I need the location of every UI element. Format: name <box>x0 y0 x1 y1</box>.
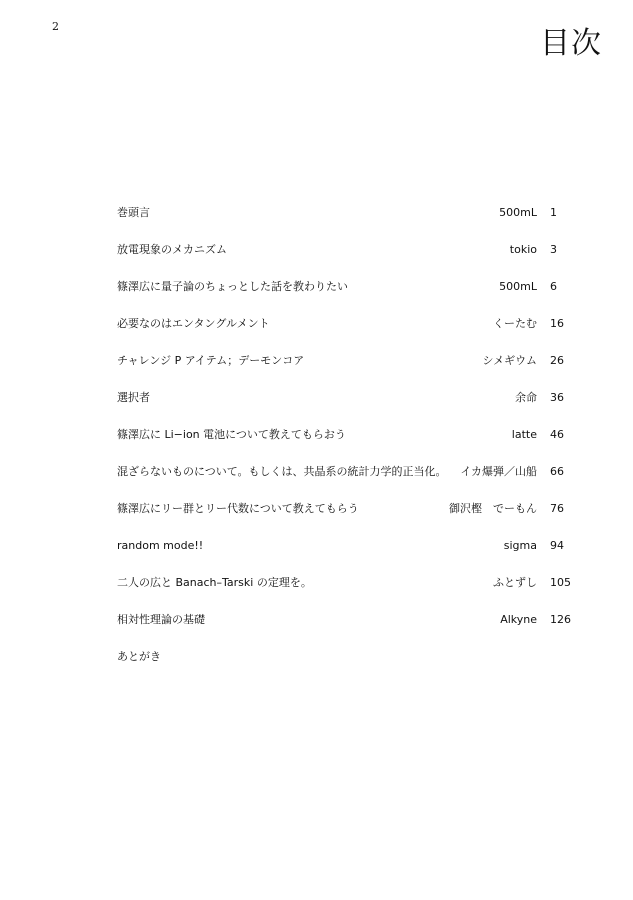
toc-page-number: 6 <box>550 280 557 293</box>
toc-chapter-title: 選択者 <box>117 391 150 404</box>
toc-author: 500mL <box>499 280 537 293</box>
toc-chapter-title: 篠澤広に量子論のちょっとした話を教わりたい <box>117 280 348 293</box>
toc-page-number: 105 <box>550 576 571 589</box>
toc-page-number: 26 <box>550 354 564 367</box>
toc-author: tokio <box>509 243 537 256</box>
toc-author: イカ爆弾／山船 <box>460 465 537 478</box>
toc-page-number: 36 <box>550 391 564 404</box>
toc-chapter-title: 篠澤広にリー群とリー代数について教えてもらう <box>117 502 359 515</box>
toc-entry[interactable] <box>117 240 577 277</box>
toc-entry[interactable] <box>117 425 577 462</box>
toc-entry[interactable] <box>117 388 577 425</box>
toc-entry[interactable] <box>117 536 577 573</box>
toc-author: シメギウム <box>482 354 537 367</box>
toc-entry[interactable] <box>117 573 577 610</box>
toc-title: 目次 <box>540 26 602 61</box>
toc-entry[interactable] <box>117 203 577 240</box>
toc-chapter-title: あとがき <box>117 650 161 663</box>
toc-entry[interactable] <box>117 351 577 388</box>
toc-author: 御沢樫 でーもん <box>449 502 537 515</box>
toc-author: latte <box>511 428 537 441</box>
toc-page-number: 1 <box>550 206 557 219</box>
toc-chapter-title: 必要なのはエンタングルメント <box>117 317 270 330</box>
toc-author: sigma <box>503 539 537 552</box>
toc-chapter-title: 混ざらないものについて。もしくは、共晶系の統計力学的正当化。 <box>117 465 447 478</box>
toc-chapter-title: random mode!! <box>117 539 204 552</box>
toc-author: ふとずし <box>493 576 537 589</box>
toc-entry[interactable] <box>117 277 577 314</box>
toc-page-number: 94 <box>550 539 564 552</box>
toc-chapter-title: チャレンジ P アイテム；デーモンコア <box>117 354 305 367</box>
toc-entry[interactable] <box>117 462 577 499</box>
toc-chapter-title: 巻頭言 <box>117 206 150 219</box>
table-of-contents <box>117 203 577 684</box>
toc-entry[interactable] <box>117 610 577 647</box>
page-number: 2 <box>52 20 59 33</box>
toc-page-number: 46 <box>550 428 564 441</box>
toc-chapter-title: 二人の広と Banach–Tarski の定理を。 <box>117 576 312 589</box>
toc-page-number: 66 <box>550 465 564 478</box>
toc-author: Alkyne <box>500 613 537 626</box>
toc-author: くーたむ <box>493 317 537 330</box>
toc-chapter-title: 放電現象のメカニズム <box>117 243 227 256</box>
toc-page-number: 16 <box>550 317 564 330</box>
toc-entry[interactable] <box>117 647 577 684</box>
toc-author: 500mL <box>499 206 537 219</box>
toc-page-number: 3 <box>550 243 557 256</box>
toc-chapter-title: 篠澤広に Li−ion 電池について教えてもらおう <box>117 428 346 441</box>
toc-author: 余命 <box>515 391 537 404</box>
toc-entry[interactable] <box>117 499 577 536</box>
toc-page-number: 126 <box>550 613 571 626</box>
toc-chapter-title: 相対性理論の基礎 <box>117 613 205 626</box>
toc-page-number: 76 <box>550 502 564 515</box>
toc-entry[interactable] <box>117 314 577 351</box>
